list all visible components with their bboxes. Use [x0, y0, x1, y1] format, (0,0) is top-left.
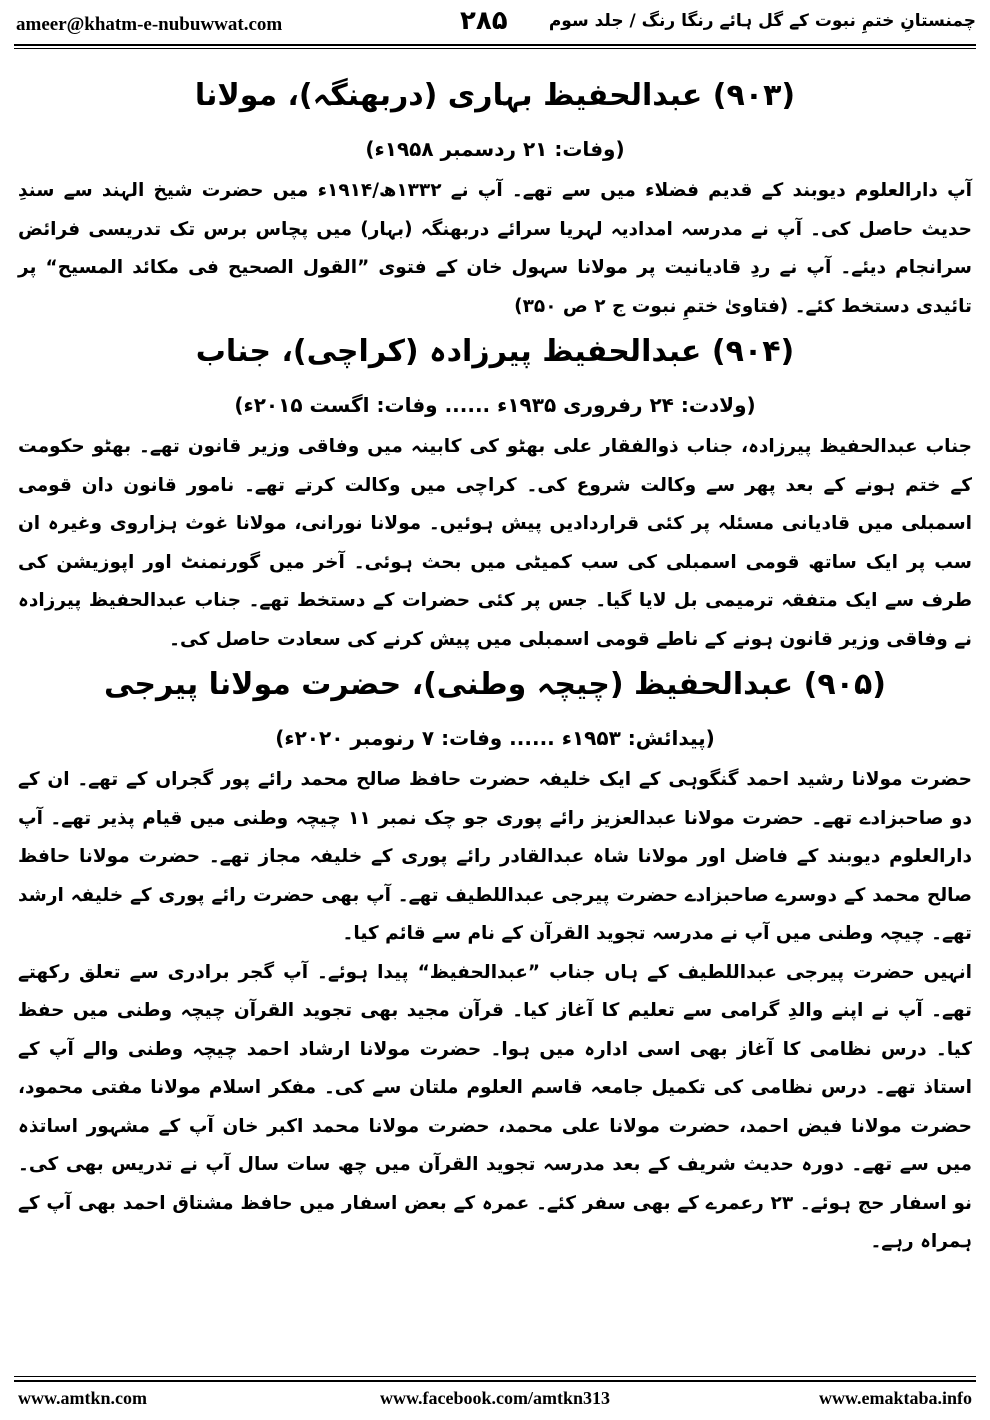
entry-paragraph: انہیں حضرت پیرجی عبداللطیف کے ہاں جناب ”عبدالحفیظ“ پیدا ہوئے۔ آپ گجر برادری سے تعلق رکھتے تھے۔ آپ نے اپنے والدِ گرامی سے تعلیم کا آغاز کیا۔ قرآن مجید بھی تجوید القرآن چیچہ وطنی میں حفظ کیا۔ درس نظامی کا آغاز بھی اسی ادارہ میں ہوا۔ حضرت مولانا ارشاد احمد چیچہ وطنی والے آپ کے استاذ تھے۔ درس نظامی کی تکمیل جامعہ قاسم العلوم ملتان سے کی۔ مفکر اسلام مولانا مفتی محمود، حضرت مولانا فیض احمد، حضرت مولانا علی محمد، حضرت مولانا محمد اکبر خان آپ کے مشہور اساتذہ میں سے تھے۔ دورہ حدیث شریف کے بعد مدرسہ تجوید القرآن میں چھ سات سال آپ نے تدریس بھی کی۔ نو اسفار حج ہوئے۔ ۲۳ رعمرے کے بھی سفر کئے۔ عمرہ کے بعض اسفار میں حافظ مشتاق احمد بھی آپ کے ہمراہ رہے۔ [18, 961, 972, 1252]
footer-link-facebook[interactable]: www.facebook.com/amtkn313 [380, 1388, 610, 1408]
footer-rule-thin [14, 1376, 976, 1377]
page-content [18, 70, 972, 1262]
page-number: ۲۸۵ [460, 6, 508, 36]
entry-paragraph: آپ دارالعلوم دیوبند کے قدیم فضلاء میں سے تھے۔ آپ نے ۱۳۳۲ھ/۱۹۱۴ء میں حضرت شیخ الہند سے سندِ حدیث حاصل کی۔ آپ نے مدرسہ امدادیہ لہریا سرائے دربھنگہ (بہار) میں پچاس برس تک تدریسی فرائض سرانجام دیئے۔ آپ نے ردِ قادیانیت پر مولانا سہول خان کے فتوی ”القول الصحیح فی مکائد المسیح“ پر تائیدی دستخط کئے۔ (فتاویٰ ختمِ نبوت ج ۲ ص ۳۵۰) [18, 180, 973, 317]
page-footer [0, 1386, 990, 1416]
entry-paragraph: حضرت مولانا رشید احمد گنگوہی کے ایک خلیفہ حضرت حافظ صالح محمد رائے پور گجراں کے تھے۔ ان کے دو صاحبزادے تھے۔ حضرت مولانا عبدالعزیز رائے پوری جو چک نمبر ۱۱ چیچہ وطنی میں قیام پذیر تھے۔ آپ دارالعلوم دیوبند کے فاضل اور مولانا شاہ عبدالقادر رائے پوری کے خلیفہ مجاز تھے۔ حضرت مولانا حافظ صالح محمد کے دوسرے صاحبزادے حضرت پیرجی عبداللطیف تھے۔ آپ بھی حضرت رائے پوری کے خلیفہ ارشد تھے۔ چیچہ وطنی میں آپ نے مدرسہ تجوید القرآن کے نام سے قائم کیا۔ [18, 769, 972, 944]
footer-link-amtkn[interactable]: www.amtkn.com [18, 1388, 147, 1408]
footer-rule [14, 1380, 976, 1382]
header-rule-thin [14, 48, 976, 49]
entry-903 [18, 70, 972, 326]
page-header [0, 0, 990, 42]
entry-heading: (۹۰۵) عبدالحفیظ (چیچہ وطنی)، حضرت مولانا پیرجی [103, 667, 886, 702]
entry-dates: (پیدائش: ۱۹۵۳ء ...... وفات: ۷ رنومبر ۲۰۲۰ء) [275, 726, 715, 750]
entry-heading: (۹۰۳) عبدالحفیظ بہاری (دربھنگہ)، مولانا [194, 78, 796, 113]
entry-dates: (وفات: ۲۱ ردسمبر ۱۹۵۸ء) [365, 137, 625, 161]
header-email: ameer@khatm-e-nubuwwat.com [16, 14, 283, 35]
footer-link-emaktaba[interactable]: www.emaktaba.info [818, 1388, 972, 1408]
header-rule [14, 44, 976, 46]
entry-904 [18, 326, 972, 659]
entry-heading: (۹۰۴) عبدالحفیظ پیرزادہ (کراچی)، جناب [195, 334, 795, 369]
entry-905 [18, 659, 972, 1262]
entry-dates: (ولادت: ۲۴ رفروری ۱۹۳۵ء ...... وفات: اگست ۲۰۱۵ء) [234, 393, 756, 417]
book-title: چمنستانِ ختمِ نبوت کے گل ہائے رنگا رنگ / جلد سوم [548, 11, 976, 31]
entry-paragraph: جناب عبدالحفیظ پیرزادہ، جناب ذوالفقار علی بھٹو کی کابینہ میں وفاقی وزیر قانون تھے۔ بھٹو حکومت کے ختم ہونے کے بعد پھر سے وکالت شروع کی۔ کراچی میں وکالت کرتے تھے۔ نامور قانون دان قومی اسمبلی میں قادیانی مسئلہ پر کئی قراردادیں پیش ہوئیں۔ مولانا نورانی، مولانا غوث ہزاروی وغیرہ ان سب پر ایک ساتھ قومی اسمبلی کی سب کمیٹی میں بحث ہوئی۔ آخر میں گورنمنٹ اور اپوزیشن کی طرف سے ایک متفقہ ترمیمی بل لایا گیا۔ جس پر کئی حضرات کے دستخط تھے۔ جناب عبدالحفیظ پیرزادہ نے وفاقی وزیر قانون ہونے کے ناطے قومی اسمبلی میں پیش کرنے کی سعادت حاصل کی۔ [18, 436, 972, 650]
